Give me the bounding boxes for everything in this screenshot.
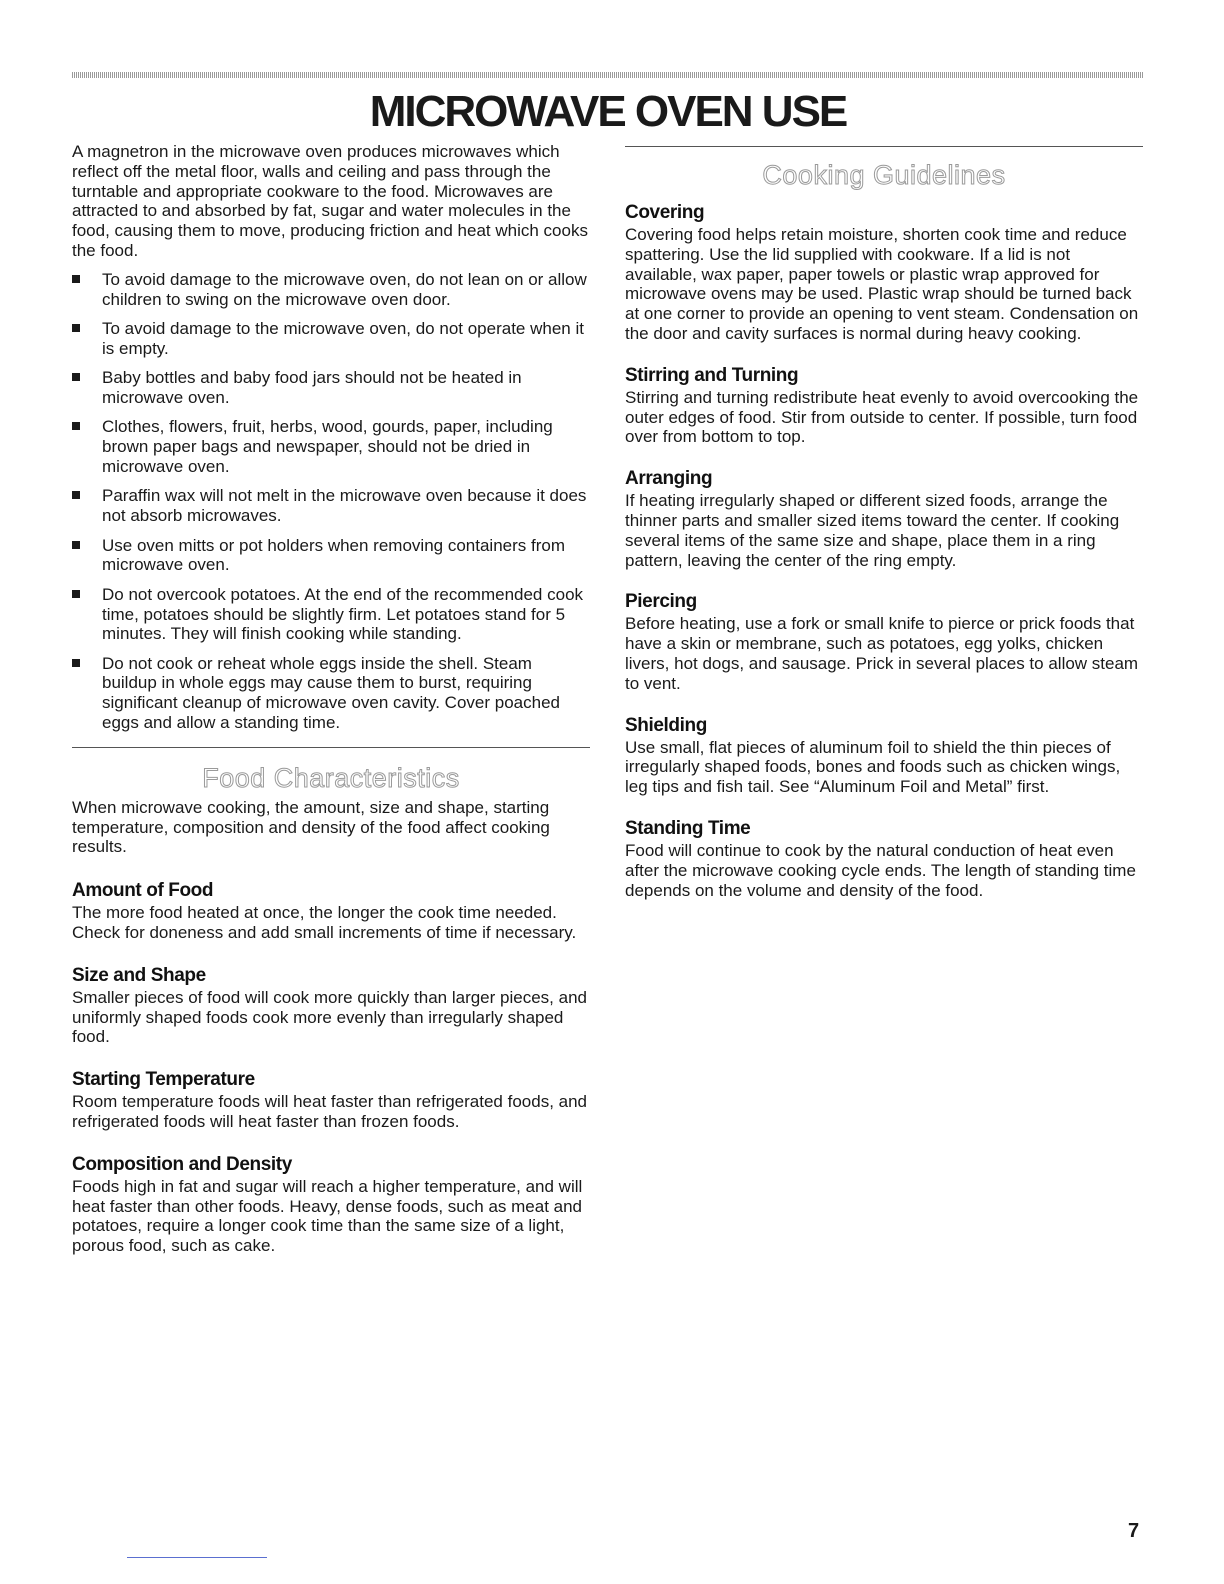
topic-text: Before heating, use a fork or small knife to pierce or prick foods that have a skin or membrane, such as potatoes, egg yolks, chicken livers, hot dogs, and sausage. Prick in several places to allow steam to vent. [625, 614, 1139, 693]
topic-text: Food will continue to cook by the natural conduction of heat even after the microwave cooking cycle ends. The length of standing time depends on the volume and density of the food. [625, 840, 1136, 900]
topic-title: Starting Temperature [72, 1069, 255, 1091]
bullet-text: Use oven mitts or pot holders when removing containers from microwave oven. [102, 535, 565, 575]
topic-amount-of-food [72, 879, 590, 943]
top-dotted-rule [72, 72, 1144, 78]
page-number: 7 [1128, 1520, 1140, 1542]
square-bullet-icon [72, 422, 80, 430]
topic-arranging [625, 467, 1143, 570]
bullet-text: Do not cook or reheat whole eggs inside the shell. Steam buildup in whole eggs may cause them to burst, requiring significant cleanup of microwave oven cavity. Cover poached eggs and allow a standing time. [102, 653, 560, 733]
topic-title: Standing Time [625, 817, 751, 839]
topic-shielding [625, 714, 1143, 797]
page-title: MICROWAVE OVEN USE [369, 87, 847, 136]
bullet-text: Do not overcook potatoes. At the end of the recommended cook time, potatoes should be slightly firm. Let potatoes stand for 5 minutes. They will finish cooking while standing. [102, 584, 584, 644]
bullet-item [72, 585, 590, 644]
square-bullet-icon [72, 275, 80, 283]
topic-text: The more food heated at once, the longer the cook time needed. Check for doneness and add small increments of time if necessary. [72, 903, 577, 943]
bullet-item [72, 319, 590, 359]
bullet-text: To avoid damage to the microwave oven, do not lean on or allow children to swing on the microwave oven door. [102, 269, 587, 309]
topic-standing-time [625, 817, 1143, 900]
footer-link-underline [127, 1557, 267, 1558]
food-characteristics-intro: When microwave cooking, the amount, size and shape, starting temperature, composition and density of the food affect cooking results. [72, 797, 550, 857]
topic-composition-and-density [72, 1153, 590, 1256]
topic-text: Use small, flat pieces of aluminum foil to shield the thin pieces of irregularly shaped foods, bones and foods such as chicken wings, leg tips and fish tail. See “Aluminum Foil and Metal” first. [625, 737, 1121, 797]
topic-title: Arranging [625, 468, 713, 490]
topic-text: Covering food helps retain moisture, shorten cook time and reduce spattering. Use the lid supplied with cookware. If a lid is not available, wax paper, paper towels or plastic wrap approved for microwave ovens may be used. Plastic wrap should be turned back at one corner to provide an opening to vent steam. Condensation on the door and cavity surfaces is normal during heavy cooking. [625, 225, 1139, 343]
bullet-text: Paraffin wax will not melt in the microwave oven because it does not absorb microwaves. [102, 486, 587, 526]
topic-title: Piercing [625, 591, 697, 613]
bullet-text: Baby bottles and baby food jars should not be heated in microwave oven. [102, 368, 522, 407]
topic-text: Stirring and turning redistribute heat evenly to avoid overcooking the outer edges of food. Stir from outside to center. If possible, turn food over from bottom to top. [625, 387, 1139, 447]
section-divider [72, 747, 590, 748]
cooking-guidelines-heading: Cooking Guidelines [762, 160, 1006, 190]
food-characteristics-heading: Food Characteristics [202, 762, 460, 793]
bullet-item [72, 536, 590, 576]
square-bullet-icon [72, 541, 80, 549]
topic-title: Size and Shape [72, 964, 206, 986]
topic-title: Shielding [625, 714, 707, 736]
bullet-item [72, 486, 590, 526]
bullet-item [72, 417, 590, 476]
topic-text: Foods high in fat and sugar will reach a higher temperature, and will heat faster than other foods. Heavy, dense foods, such as meat and potatoes, require a longer cook time than the same size of a light, porous food, such as cake. [72, 1176, 583, 1256]
topic-title: Composition and Density [72, 1153, 292, 1175]
topic-starting-temperature [72, 1068, 590, 1132]
right-column [625, 142, 1143, 900]
bullet-text: To avoid damage to the microwave oven, do not operate when it is empty. [102, 318, 584, 358]
intro-paragraph: A magnetron in the microwave oven produces microwaves which reflect off the metal floor, walls and ceiling and pass through the turntable and appropriate cookware to the food. Microwaves are attracted to and absorbed by fat, sugar and water molecules in the food, causing them to move, producing friction and heat which cooks the food. [72, 142, 588, 260]
topic-title: Covering [625, 202, 705, 223]
topic-text: Smaller pieces of food will cook more quickly than larger pieces, and uniformly shaped foods cook more evenly than irregularly shaped food. [72, 987, 587, 1047]
bullet-text: Clothes, flowers, fruit, herbs, wood, gourds, paper, including brown paper bags and newspaper, should not be dried in microwave oven. [102, 417, 553, 476]
topic-title: Stirring and Turning [625, 364, 799, 386]
topic-text: Room temperature foods will heat faster than refrigerated foods, and refrigerated foods will heat faster than frozen foods. [72, 1092, 588, 1132]
topic-title: Amount of Food [72, 880, 214, 902]
square-bullet-icon [72, 324, 80, 332]
square-bullet-icon [72, 491, 80, 499]
topic-stirring-and-turning [625, 364, 1143, 447]
topic-text: If heating irregularly shaped or different sized foods, arrange the thinner parts and smaller sized items toward the center. If cooking several items of the same size and shape, place them in a ring pattern, leaving the center of the ring empty. [625, 491, 1120, 570]
square-bullet-icon [72, 373, 80, 381]
square-bullet-icon [72, 590, 80, 598]
left-column [72, 142, 590, 1256]
bullet-item [72, 368, 590, 408]
bullet-item [72, 270, 590, 310]
safety-bullet-list [72, 270, 590, 733]
section-divider [625, 146, 1143, 147]
topic-size-and-shape [72, 964, 590, 1047]
topic-covering [625, 201, 1143, 344]
square-bullet-icon [72, 659, 80, 667]
bullet-item [72, 654, 590, 733]
topic-piercing [625, 590, 1143, 693]
